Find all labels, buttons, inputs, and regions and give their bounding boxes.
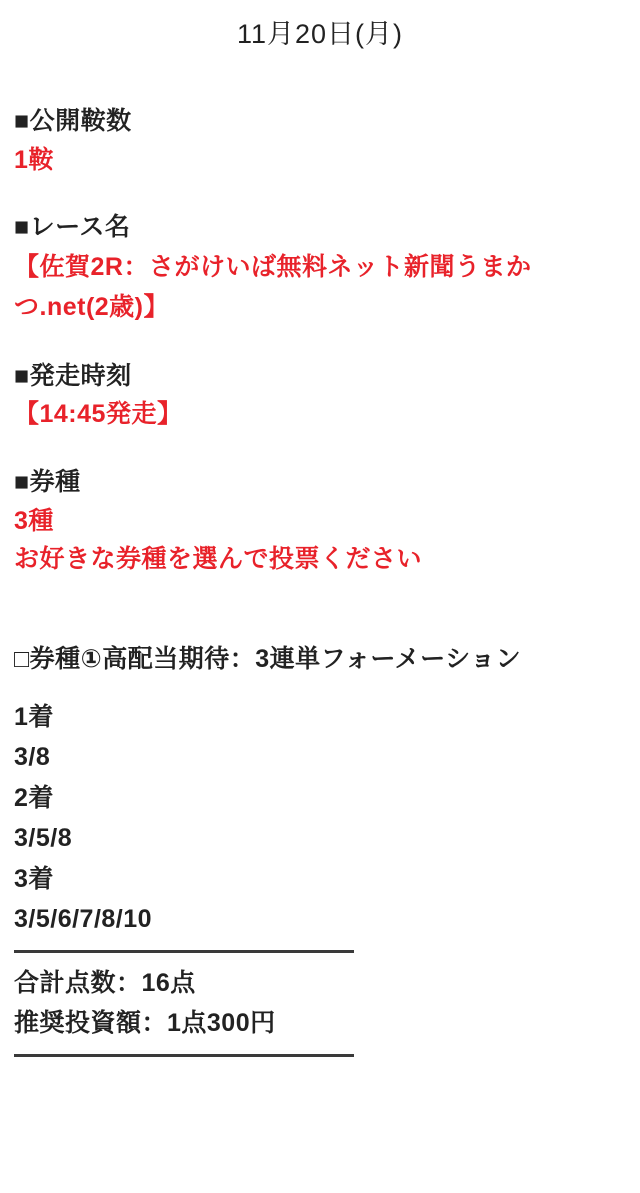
ticket-rows	[14, 697, 626, 940]
place-value: 3/5/6/7/8/10	[14, 905, 153, 933]
section-note: お好きな券種を選んで投票ください	[14, 545, 423, 574]
section-value: 【佐賀2R：さがけいば無料ネット新聞うまかつ.net(2歳)】	[14, 252, 532, 322]
ticket-heading: □券種①高配当期待：3連単フォーメーション	[14, 645, 522, 673]
section-race-name	[14, 209, 626, 328]
section-label: ■レース名	[14, 213, 131, 242]
spacer	[14, 179, 626, 209]
section-label: ■券種	[14, 468, 81, 496]
divider	[14, 1054, 354, 1057]
place-value: 3/8	[14, 743, 51, 771]
spacer	[14, 679, 626, 697]
place-label: 3着	[14, 864, 54, 893]
place-value: 3/5/8	[14, 824, 73, 852]
section-value: 【14:45発走】	[14, 400, 183, 429]
section-ticket-type	[14, 464, 626, 579]
spacer	[14, 434, 626, 464]
place-label: 1着	[14, 702, 54, 731]
divider	[14, 950, 354, 953]
section-label: ■発走時刻	[14, 361, 132, 390]
section-post-time	[14, 358, 626, 434]
section-label: ■公開鞍数	[14, 107, 132, 135]
spacer	[14, 328, 626, 358]
section-value: 3種	[14, 506, 54, 535]
place-label: 2着	[14, 783, 54, 812]
spacer	[14, 579, 626, 641]
total-points: 合計点数：16点	[14, 968, 196, 997]
page-title: 11月20日(月)	[236, 19, 404, 49]
recommended-stake: 推奨投資額：1点300円	[14, 1009, 276, 1037]
spacer	[14, 55, 626, 103]
section-public-count	[14, 103, 626, 179]
section-value: 1鞍	[14, 145, 54, 174]
